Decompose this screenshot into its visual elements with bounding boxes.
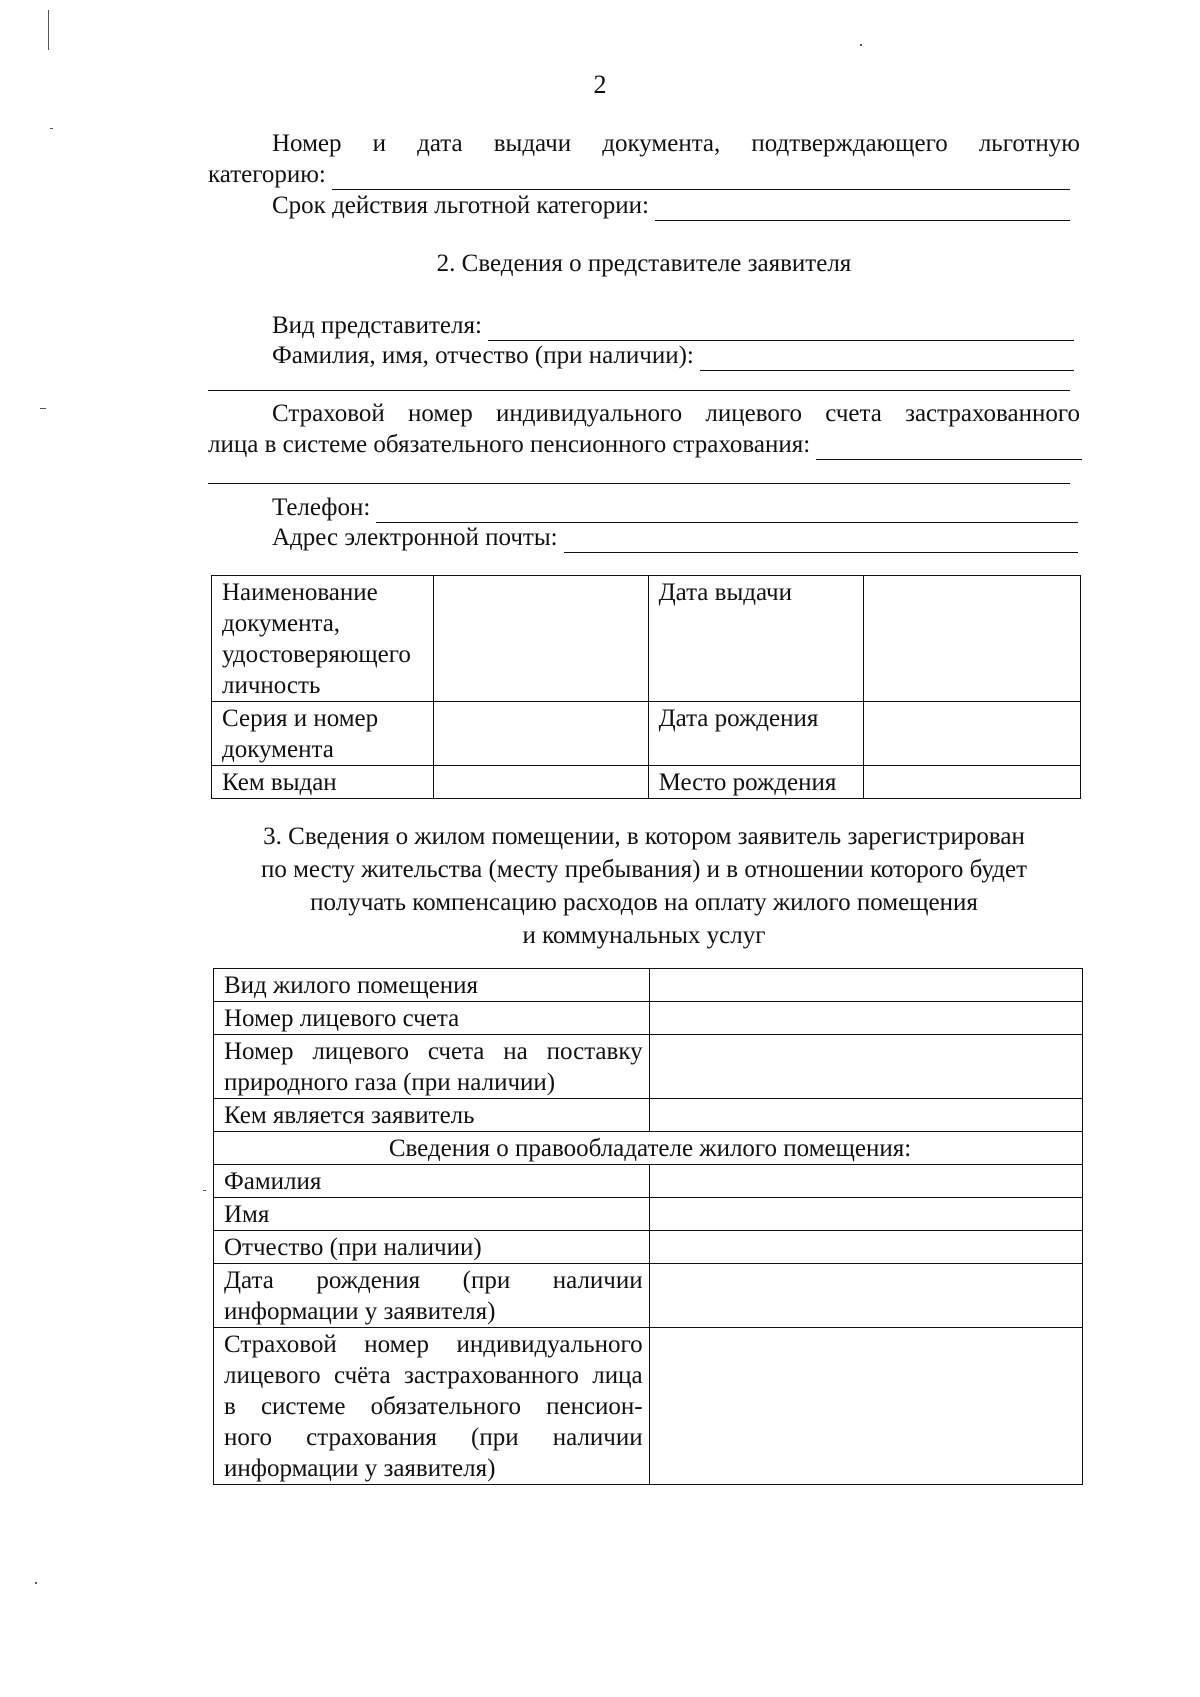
doc-number-label-line2: категорию: <box>208 161 326 188</box>
scan-mark <box>860 44 862 46</box>
validity-label: Срок действия льготной категории: <box>272 192 649 219</box>
full-name-continuation-line[interactable] <box>208 390 1070 391</box>
representative-type-field[interactable] <box>488 316 1074 341</box>
phone-row <box>272 492 1078 523</box>
scan-mark <box>48 10 49 50</box>
owner-snils-line5: информации у заявителя) <box>224 1455 496 1482</box>
id-birth-date-value[interactable] <box>864 702 1081 766</box>
applicant-role-value[interactable] <box>649 1099 1082 1132</box>
table-row <box>214 1264 1083 1328</box>
doc-number-row <box>208 159 1070 190</box>
owner-snils-line1: Страховой номер индивидуального <box>224 1331 643 1358</box>
gas-account-value[interactable] <box>649 1035 1082 1099</box>
table-row <box>214 1132 1083 1165</box>
full-name-field[interactable] <box>700 346 1074 371</box>
section3-heading-line3: получать компенсацию расходов на оплату жилого помещения <box>310 889 978 916</box>
table-row <box>214 1198 1083 1231</box>
id-document-table <box>211 575 1081 799</box>
owner-snils-label <box>214 1328 650 1485</box>
first-name-value[interactable] <box>649 1198 1082 1231</box>
owner-header: Сведения о правообладателе жилого помещения: <box>214 1132 1083 1165</box>
owner-snils-line3: в системе обязательного пенсион- <box>224 1393 643 1420</box>
page-number: 2 <box>593 70 607 99</box>
validity-field[interactable] <box>655 196 1070 221</box>
phone-label: Телефон: <box>272 494 371 521</box>
account-number-value[interactable] <box>649 1002 1082 1035</box>
first-name-label: Имя <box>214 1198 650 1231</box>
snils-label-line2: лица в системе обязательного пенсионного страхования: <box>208 431 811 458</box>
id-series-number-label: Серия и номер документа <box>212 702 434 766</box>
table-row <box>214 1035 1083 1099</box>
id-birth-date-label: Дата рождения <box>648 702 864 766</box>
scan-mark <box>40 408 46 409</box>
owner-birth-date-label: Дата рождения (при наличии информации у заявителя) <box>214 1264 650 1328</box>
id-birth-place-label: Место рождения <box>648 766 864 799</box>
dwelling-type-label: Вид жилого помещения <box>214 969 650 1002</box>
snils-label-line1: Страховой номер индивидуального лицевого счета застрахованного <box>272 400 1080 427</box>
scan-mark <box>50 128 53 129</box>
section2-heading: 2. Сведения о представителе заявителя <box>436 250 852 277</box>
account-number-label: Номер лицевого счета <box>214 1002 650 1035</box>
patronymic-label: Отчество (при наличии) <box>214 1231 650 1264</box>
section3-heading <box>200 820 1088 952</box>
email-label: Адрес электронной почты: <box>272 524 558 551</box>
table-row <box>214 1165 1083 1198</box>
email-field[interactable] <box>564 528 1078 553</box>
surname-value[interactable] <box>649 1165 1082 1198</box>
applicant-role-label: Кем является заявитель <box>214 1099 650 1132</box>
dwelling-table <box>213 968 1083 1485</box>
id-birth-place-value[interactable] <box>864 766 1081 799</box>
scan-mark <box>203 1190 206 1191</box>
id-issue-date-label: Дата выдачи <box>648 576 864 702</box>
owner-snils-line2: лицевого счёта застрахованного лица <box>224 1362 643 1389</box>
section3-heading-line1: 3. Сведения о жилом помещении, в котором заявитель зарегистрирован <box>263 823 1025 850</box>
full-name-row <box>272 340 1074 371</box>
id-doc-name-label: Наименование документа, удостоверяющего личность <box>212 576 434 702</box>
owner-snils-value[interactable] <box>649 1328 1082 1485</box>
snils-field[interactable] <box>816 435 1082 460</box>
snils-row <box>208 429 1082 460</box>
table-row <box>214 1002 1083 1035</box>
section3-heading-line4: и коммунальных услуг <box>522 922 766 949</box>
id-issued-by-value[interactable] <box>433 766 648 799</box>
email-row <box>272 522 1078 553</box>
owner-snils-line4: ного страхования (при наличии <box>224 1424 643 1451</box>
patronymic-value[interactable] <box>649 1231 1082 1264</box>
id-issued-by-label: Кем выдан <box>212 766 434 799</box>
table-row <box>214 969 1083 1002</box>
table-row <box>214 1231 1083 1264</box>
full-name-label: Фамилия, имя, отчество (при наличии): <box>272 342 694 369</box>
representative-type-label: Вид представителя: <box>272 312 482 339</box>
scan-mark <box>35 1582 37 1584</box>
surname-label: Фамилия <box>214 1165 650 1198</box>
id-doc-name-value[interactable] <box>433 576 648 702</box>
owner-birth-date-value[interactable] <box>649 1264 1082 1328</box>
doc-number-label-line1: Номер и дата выдачи документа, подтверждающего льготную <box>272 130 1080 157</box>
gas-account-label: Номер лицевого счета на поставку природного газа (при наличии) <box>214 1035 650 1099</box>
id-series-number-value[interactable] <box>433 702 648 766</box>
table-row <box>212 576 1081 702</box>
phone-field[interactable] <box>376 498 1078 523</box>
table-row <box>214 1099 1083 1132</box>
id-issue-date-value[interactable] <box>864 576 1081 702</box>
validity-row <box>272 190 1070 221</box>
representative-type-row <box>272 310 1074 341</box>
table-row <box>212 766 1081 799</box>
doc-number-field[interactable] <box>332 165 1070 190</box>
section3-heading-line2: по месту жительства (месту пребывания) и в отношении которого будет <box>260 856 1028 883</box>
table-row <box>212 702 1081 766</box>
dwelling-type-value[interactable] <box>649 969 1082 1002</box>
snils-continuation-line[interactable] <box>208 483 1070 484</box>
table-row <box>214 1328 1083 1485</box>
